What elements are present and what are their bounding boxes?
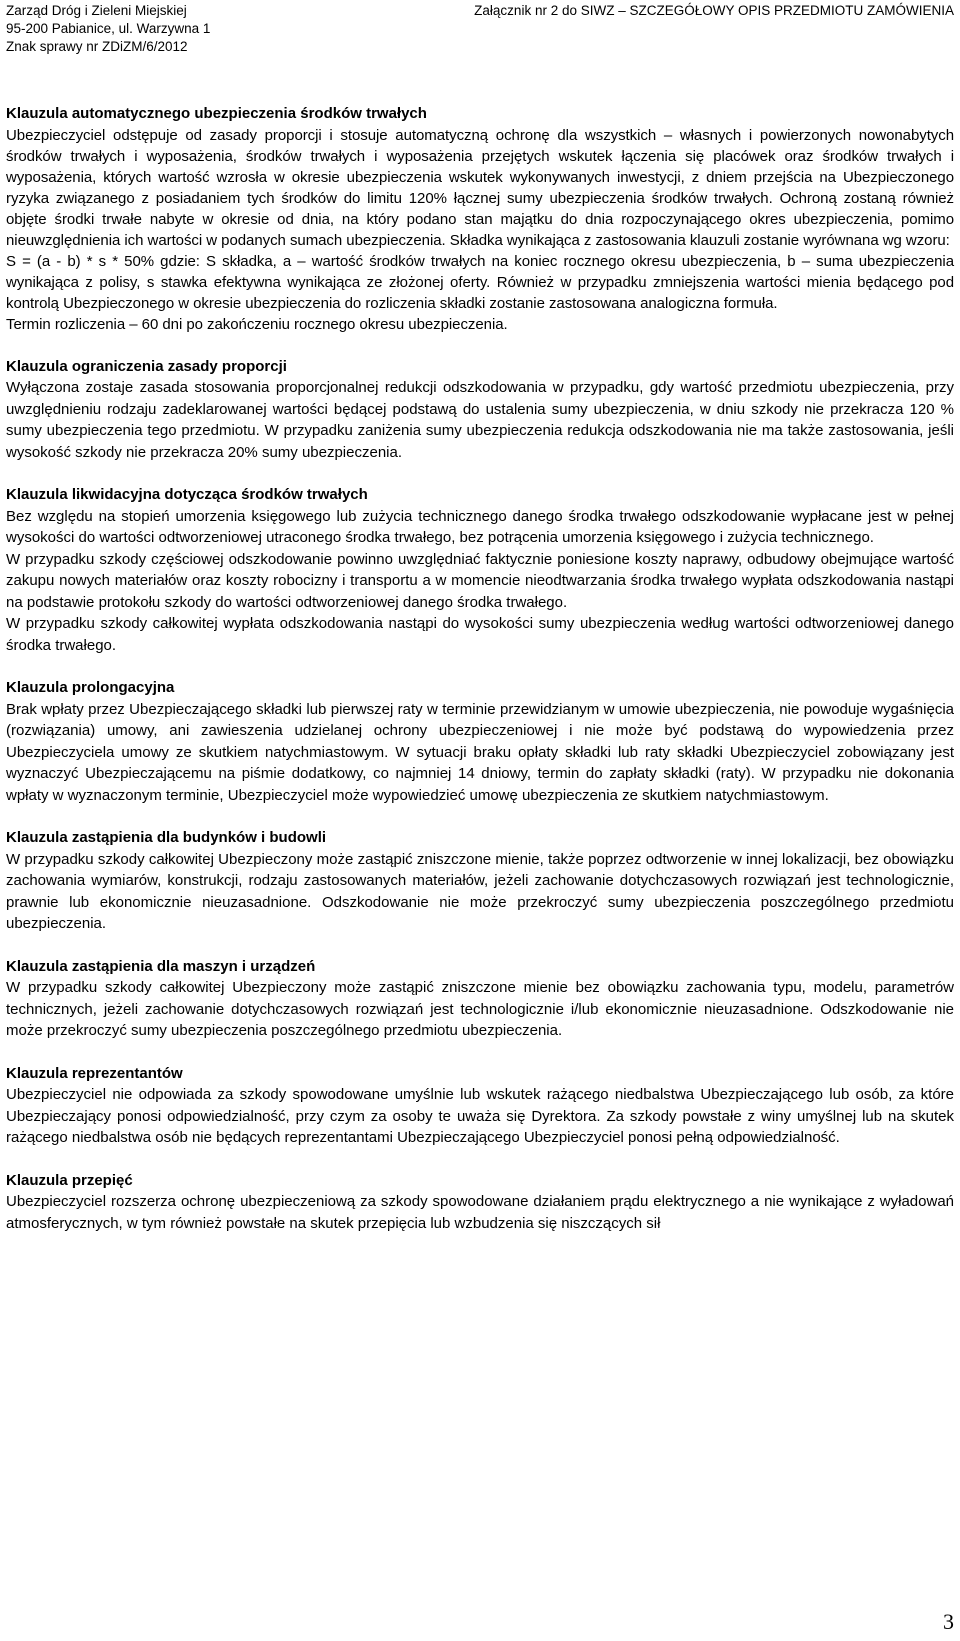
clause-paragraph: Ubezpieczyciel rozszerza ochronę ubezpieczeniową za szkody spowodowane działaniem prądu elektrycznego a nie wynikające z wyładowań atmosferycznych, w tym również powstałe na skutek przepięcia lub wzbudzenia się niszczących sił: [6, 1193, 954, 1232]
clause-paragraph: Ubezpieczyciel nie odpowiada za szkody spowodowane umyślnie lub wskutek rażącego niedbalstwa Ubezpieczającego lub osób, za które Ubezpieczający ponosi odpowiedzialność, przy czym za osoby te uważa się Dyrektora. Za szkody powstałe z winy umyślnej lub na skutek rażącego niedbalstwa osób nie będących reprezentantami Ubezpieczającego Ubezpieczyciel ponosi pełną odpowiedzialność.: [6, 1086, 954, 1146]
case-number: Znak sprawy nr ZDiZM/6/2012: [6, 39, 188, 54]
clause-title: Klauzula automatycznego ubezpieczenia środków trwałych: [6, 105, 427, 122]
clause-surges: [6, 1170, 954, 1235]
clause-formula-paragraph: S = (a - b) * s * 50% gdzie: S składka, a – wartość środków trwałych na koniec rocznego okresu ubezpieczenia, b – suma ubezpieczenia wynikająca z polisy, s stawka efektywna wynikająca ze złożonej oferty. Również w przypadku zmniejszenia wartości mienia będącego pod kontrolą Ubezpieczonego w okresie ubezpieczenia do rozliczenia składki zostanie zastosowana analogiczna formuła.: [6, 252, 954, 312]
issuer-name: Zarząd Dróg i Zieleni Miejskiej: [6, 3, 187, 18]
clause-title: Klauzula zastąpienia dla budynków i budowli: [6, 829, 327, 846]
clause-paragraph: W przypadku szkody częściowej odszkodowanie powinno uwzględniać faktycznie poniesione koszty naprawy, odbudowy obejmujące wartość zakupu nowych materiałów oraz koszty robocizny i transportu a w momencie nieodtwarzania środka trwałego wypłata odszkodowania nastąpi na podstawie protokołu szkody do wartości odtworzeniowej danego środka trwałego.: [6, 550, 954, 611]
issuer-address: 95-200 Pabianice, ul. Warzywna 1: [6, 21, 211, 36]
clause-representatives: [6, 1063, 954, 1149]
clause-prolongation: [6, 677, 954, 806]
clause-title: Klauzula ograniczenia zasady proporcji: [6, 357, 287, 375]
clause-paragraph: Termin rozliczenia – 60 dni po zakończeniu rocznego okresu ubezpieczenia.: [6, 315, 508, 333]
clause-automatic-coverage: [6, 103, 954, 335]
clause-paragraph: W przypadku szkody całkowitej Ubezpieczony może zastąpić zniszczone mienie bez obowiązku zachowania typu, modelu, parametrów technicznych, jeżeli zachowanie dotychczasowych rozwiązań jest technologicznie i/lub ekonomicznie nieuzasadnione. Odszkodowanie nie może przekroczyć sumy ubezpieczenia poszczególnego przedmiotu ubezpieczenia.: [6, 979, 954, 1039]
clause-replacement-buildings: [6, 827, 954, 935]
clause-title: Klauzula zastąpienia dla maszyn i urządzeń: [6, 957, 316, 975]
issuer-block: [6, 2, 366, 56]
clause-paragraph: Wyłączona zostaje zasada stosowania proporcjonalnej redukcji odszkodowania w przypadku, gdy wartość przedmiotu ubezpieczenia, przy uwzględnieniu rodzaju zadeklarowanej wartości będącej podstawą do ustalenia sumy ubezpieczenia, w dniu szkody nie przekracza 120 % sumy ubezpieczenia tego przedmiotu. W przypadku zaniżenia sumy ubezpieczenia redukcja odszkodowania nie ma także zastosowania, jeśli wysokość szkody nie przekracza 20% sumy ubezpieczenia.: [6, 379, 954, 461]
clause-paragraph: W przypadku szkody całkowitej wypłata odszkodowania nastąpi do wysokości sumy ubezpieczenia według wartości odtworzeniowej danego środka trwałego.: [6, 615, 954, 654]
clause-paragraph: Ubezpieczyciel odstępuje od zasady proporcji i stosuje automatyczną ochronę dla wszystkich – własnych i powierzonych nowonabytych środków trwałych i wyposażenia, środków trwałych i wyposażenia przejętych wskutek łączenia się placówek oraz środków trwałych i wyposażenia, których wartość wzrosła w okresie ubezpieczenia wskutek wykonywanych inwestycji, z dniem przejścia na Ubezpieczonego ryzyka związanego z posiadaniem tych środków do limitu 120% łącznej sumy ubezpieczenia środków trwałych. Ochroną zostaną również objęte środki trwałe nabyte w okresie od dnia, na który podano stan majątku do dnia rozpoczynającego okres ubezpieczenia, pomimo nieuwzględnienia ich wartości w podanych sumach ubezpieczenia. Składka wynikająca z zastosowania klauzuli zostanie wyrównana wg wzoru:: [6, 126, 954, 249]
clause-liquidation: [6, 484, 954, 656]
clause-title: Klauzula przepięć: [6, 1171, 133, 1189]
clause-title: Klauzula reprezentantów: [6, 1064, 183, 1082]
clause-title: Klauzula likwidacyjna dotycząca środków trwałych: [6, 486, 368, 503]
clause-replacement-machines: [6, 956, 954, 1042]
clause-paragraph: Brak wpłaty przez Ubezpieczającego składki lub pierwszej raty w terminie przewidzianym w umowie ubezpieczenia, nie powoduje wygaśnięcia (rozwiązania) umowy, ani zawieszenia udzielanej ochrony ubezpieczeniowej i nie może być podstawą do wypowiedzenia przez Ubezpieczyciela umowy ze skutkiem natychmiastowym. W sytuacji braku opłaty składki lub raty składki Ubezpieczyciel zobowiązany jest wyznaczyć Ubezpieczającemu na piśmie dodatkowy, co najmniej 14 dniowy, termin do zapłaty składki (raty). W przypadku nie dokonania wpłaty w wyznaczonym terminie, Ubezpieczyciel może wypowiedzieć umowę ubezpieczenia ze skutkiem natychmiastowym.: [6, 700, 954, 804]
clause-paragraph: W przypadku szkody całkowitej Ubezpieczony może zastąpić zniszczone mienie, także poprzez odtworzenie w innej lokalizacji, bez obowiązku zachowania wymiarów, konstrukcji, rodzaju zastosowanych materiałów, jeżeli zachowanie dotychczasowych rozwiązań jest technologicznie, prawnie lub ekonomicznie nieuzasadnione. Odszkodowanie nie może przekroczyć sumy ubezpieczenia poszczególnego przedmiotu ubezpieczenia.: [6, 850, 954, 932]
clause-proportion-limit: [6, 356, 954, 464]
document-body: [6, 103, 954, 1255]
clause-paragraph: Bez względu na stopień umorzenia księgowego lub zużycia technicznego danego środka trwałego odszkodowanie wypłacane jest w pełnej wysokości do wartości odtworzeniowej utraconego środka trwałego, bez potrącenia umorzenia księgowego i zużycia technicznego.: [6, 507, 954, 546]
attachment-title: Załącznik nr 2 do SIWZ – SZCZEGÓŁOWY OPIS PRZEDMIOTU ZAMÓWIENIA: [474, 3, 954, 18]
clause-title: Klauzula prolongacyjna: [6, 679, 175, 696]
page-number: 3: [943, 1609, 954, 1634]
